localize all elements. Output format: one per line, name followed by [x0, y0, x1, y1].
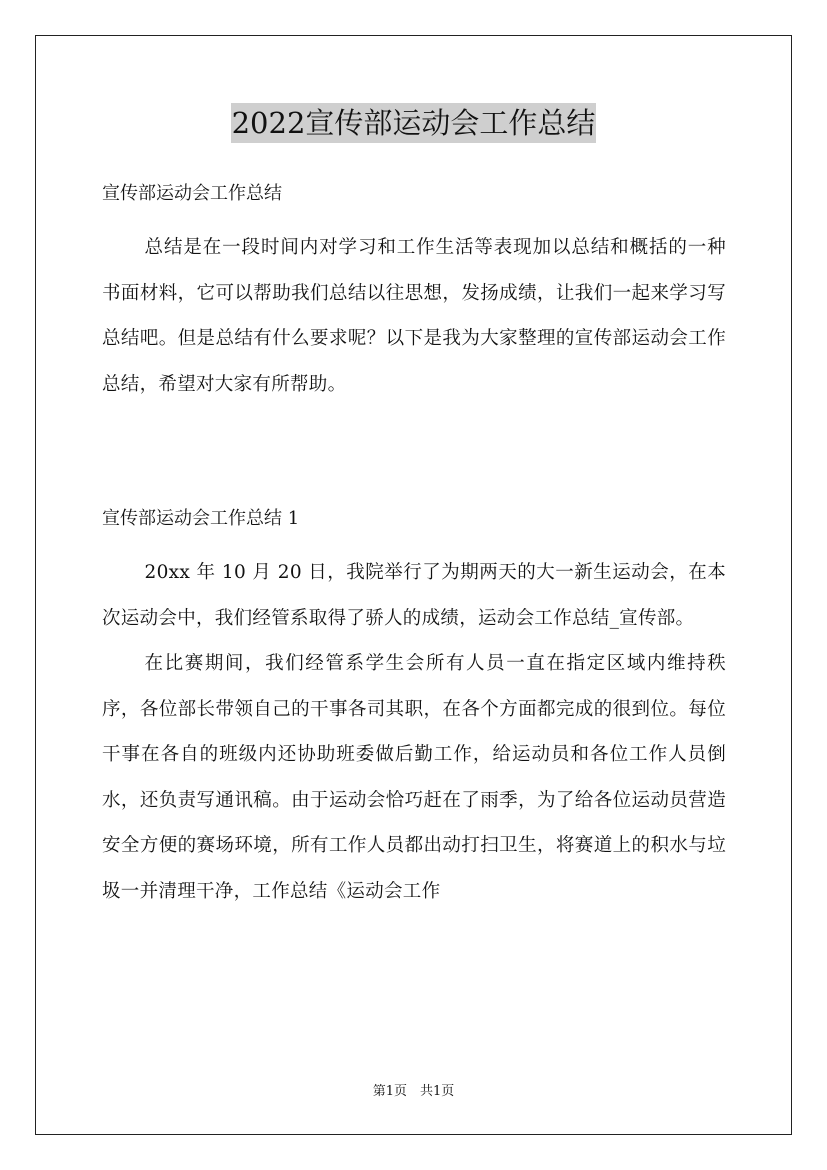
intro-paragraph-block — [102, 225, 726, 407]
document-subtitle: 宣传部运动会工作总结 — [102, 183, 282, 204]
document-title: 2022宣传部运动会工作总结 — [231, 103, 597, 143]
intro-paragraph: 总结是在一段时间内对学习和工作生活等表现加以总结和概括的一种书面材料，它可以帮助我们总结以往思想，发扬成绩，让我们一起来学习写总结吧。但是总结有什么要求呢？以下是我为大家整理的宣传部运动会工作总结，希望对大家有所帮助。 — [102, 237, 726, 395]
section1-paragraph-2: 在比赛期间，我们经管系学生会所有人员一直在指定区域内维持秩序，各位部长带领自己的干事各司其职，在各个方面都完成的很到位。每位干事在各自的班级内还协助班委做后勤工作，给运动员和各位工作人员倒水，还负责写通讯稿。由于运动会恰巧赶在了雨季，为了给各位运动员营造安全方便的赛场环境，所有工作人员都出动打扫卫生，将赛道上的积水与垃圾一并清理干净，工作总结《运动会工作 — [102, 653, 726, 902]
section1-heading: 宣传部运动会工作总结 1 — [102, 508, 300, 529]
title-container — [0, 103, 827, 143]
section1-paragraph-1: 20xx 年 10 月 20 日，我院举行了为期两天的大一新生运动会，在本次运动会中，我们经管系取得了骄人的成绩，运动会工作总结_宣传部。 — [102, 562, 726, 629]
section1-body — [102, 550, 726, 914]
page-number-footer: 第1页 共1页 — [372, 1084, 455, 1099]
